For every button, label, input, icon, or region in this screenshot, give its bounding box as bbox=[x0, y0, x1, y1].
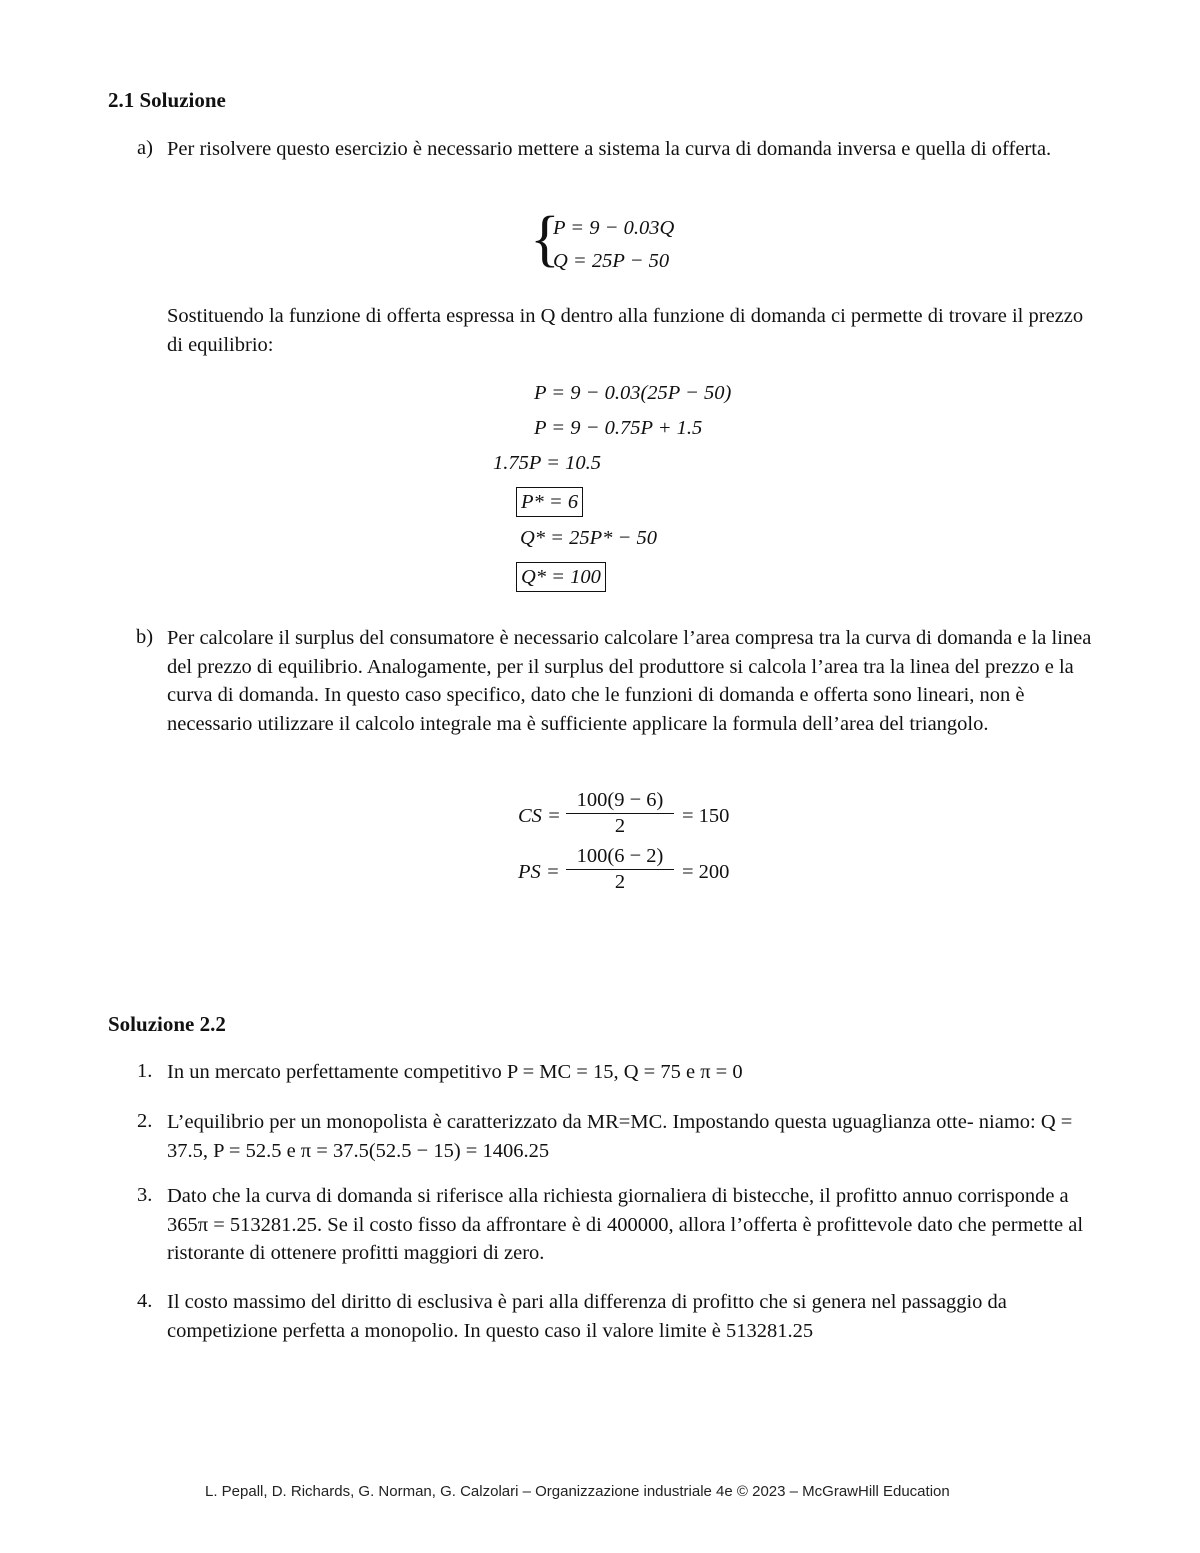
ps-numerator: 100(6 − 2) bbox=[566, 844, 674, 870]
cs-result: = 150 bbox=[682, 805, 730, 827]
ps-label: PS = bbox=[518, 861, 560, 883]
paragraph-a-substitution: Sostituendo la funzione di offerta espressa in Q dentro alla funzione di domanda ci permette di trovare il prezzo di equilibrio: bbox=[167, 305, 1084, 356]
paragraph-a-intro: Per risolvere questo esercizio è necessario mettere a sistema la curva di domanda inversa e quella di offerta. bbox=[167, 138, 1052, 160]
ps-fraction bbox=[566, 844, 674, 894]
ps-result: = 200 bbox=[682, 861, 730, 883]
derivation-step-1: P = 9 − 0.03(25P − 50) bbox=[534, 382, 732, 404]
cs-numerator: 100(9 − 6) bbox=[566, 788, 674, 814]
list-item-1: In un mercato perfettamente competitivo P = MC = 15, Q = 75 e π = 0 bbox=[167, 1061, 743, 1083]
ps-denominator: 2 bbox=[614, 871, 626, 893]
list-item-2: L’equilibrio per un monopolista è caratterizzato da MR=MC. Impostando questa uguaglianza otte- niamo: Q = 37.5, P = 52.5 e π = 37.5(52.5 − 15) = 1406.25 bbox=[167, 1111, 1073, 1162]
cs-denominator: 2 bbox=[614, 815, 626, 837]
cs-fraction bbox=[566, 788, 674, 838]
derivation-step-2: P = 9 − 0.75P + 1.5 bbox=[534, 417, 703, 439]
page-footer: L. Pepall, D. Richards, G. Norman, G. Calzolari – Organizzazione industriale 4e © 2023 – McGrawHill Education bbox=[205, 1483, 950, 1500]
list-number-2: 2. bbox=[137, 1110, 153, 1132]
item-label-b: b) bbox=[136, 626, 154, 648]
list-item-3: Dato che la curva di domanda si riferisce alla richiesta giornaliera di bistecche, il profitto annuo corrisponde a 365π = 513281.25. Se il costo fisso da affrontare è di 400000, allora l’offerta è profittevole dato che permette al ristorante di ottenere profitti maggiori di zero. bbox=[167, 1185, 1084, 1264]
section-heading-2-2: Soluzione 2.2 bbox=[108, 1012, 226, 1036]
cs-label: CS = bbox=[518, 805, 561, 827]
list-number-3: 3. bbox=[137, 1184, 153, 1206]
derivation-step-5: Q* = 25P* − 50 bbox=[520, 527, 657, 549]
list-number-4: 4. bbox=[137, 1290, 153, 1312]
system-brace: { bbox=[530, 205, 560, 273]
derivation-step-3: 1.75P = 10.5 bbox=[493, 452, 601, 474]
system-equation-2: Q = 25P − 50 bbox=[553, 250, 670, 272]
section-heading-2-1: 2.1 Soluzione bbox=[108, 88, 226, 112]
paragraph-b-surplus: Per calcolare il surplus del consumatore è necessario calcolare l’area compresa tra la curva di domanda e la linea del prezzo di equilibrio. Analogamente, per il surplus del produttore si calcola l’area tra la linea del prezzo e la curva di domanda. In questo caso specifico, dato che le funzioni di domanda e offerta sono lineari, non è necessario utilizzare il calcolo integrale ma è sufficiente applicare la formula dell’area del triangolo. bbox=[167, 627, 1092, 735]
list-number-1: 1. bbox=[137, 1060, 153, 1082]
system-equation-1: P = 9 − 0.03Q bbox=[553, 217, 675, 239]
boxed-equilibrium-quantity: Q* = 100 bbox=[516, 562, 606, 592]
boxed-equilibrium-price: P* = 6 bbox=[516, 487, 583, 517]
list-item-4: Il costo massimo del diritto di esclusiva è pari alla differenza di profitto che si genera nel passaggio da competizione perfetta a monopolio. In questo caso il valore limite è 513281.25 bbox=[167, 1291, 1007, 1342]
item-label-a: a) bbox=[137, 137, 153, 159]
